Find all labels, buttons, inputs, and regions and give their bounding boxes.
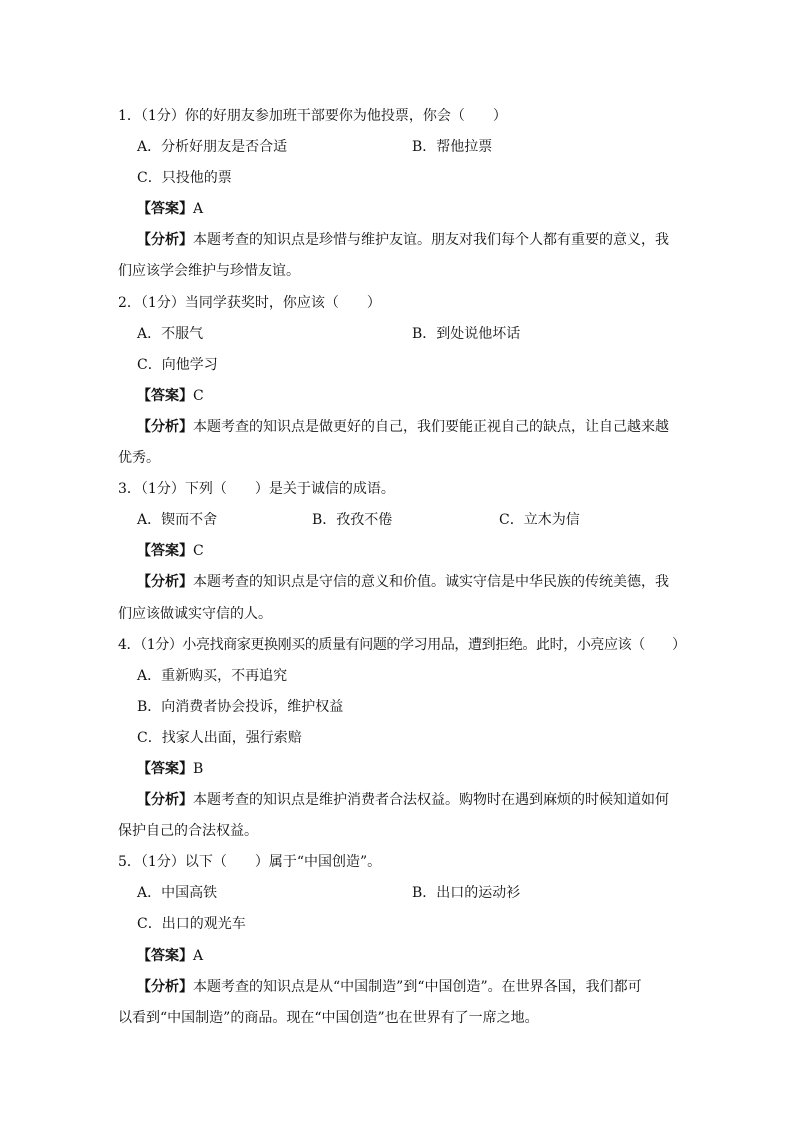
- option-c: C．向他学习: [137, 356, 218, 373]
- analysis-continuation: 优秀。: [118, 450, 160, 467]
- analysis-continuation: 保护自己的合法权益。: [118, 823, 258, 840]
- option-b: B．到处说他坏话: [412, 325, 521, 342]
- question-text: （1分）小亮找商家更换刚买的质量有问题的学习用品，遭到拒绝。此时，小亮应该（ ）: [140, 636, 686, 653]
- answer-value: A: [193, 201, 204, 218]
- analysis-text: 本题考查的知识点是做更好的自己，我们要能正视自己的缺点，让自己越来越: [193, 418, 669, 435]
- option-row: [118, 661, 678, 692]
- option-row: [118, 723, 678, 754]
- question-stem: [118, 474, 678, 505]
- answer-tag: 【答案】: [137, 947, 193, 964]
- question-3: [118, 474, 678, 629]
- analysis-continuation: 们应该学会维护与珍惜友谊。: [118, 263, 300, 280]
- analysis-line: [118, 567, 678, 598]
- option-c: C．出口的观光车: [137, 916, 246, 933]
- answer-value: C: [193, 543, 204, 560]
- question-stem: [118, 288, 678, 319]
- answer-tag: 【答案】: [137, 201, 193, 218]
- analysis-line: [118, 225, 678, 256]
- option-a: A．不服气: [137, 325, 204, 342]
- answer-tag: 【答案】: [137, 387, 193, 404]
- analysis-text: 本题考查的知识点是维护消费者合法权益。购物时在遇到麻烦的时候知道如何: [193, 792, 669, 809]
- question-4: [118, 630, 686, 848]
- analysis-text: 本题考查的知识点是守信的意义和价值。诚实守信是中华民族的传统美德，我: [193, 574, 669, 591]
- option-row: [118, 878, 678, 909]
- analysis-tag: 【分析】: [137, 418, 193, 435]
- question-number: 5．: [118, 854, 141, 871]
- analysis-tag: 【分析】: [137, 792, 193, 809]
- answer-value: A: [193, 947, 204, 964]
- question-1: [118, 101, 678, 288]
- option-c: C．立木为信: [499, 512, 580, 529]
- analysis-tag: 【分析】: [137, 232, 193, 249]
- option-b: B．出口的运动衫: [412, 885, 521, 902]
- answer-line: [118, 941, 678, 972]
- question-number: 4．: [118, 636, 141, 653]
- analysis-continuation: 们应该做诚实守信的人。: [118, 605, 272, 622]
- option-b: B．向消费者协会投诉，维护权益: [137, 698, 344, 715]
- question-text: （1分）你的好朋友参加班干部要你为他投票，你会（ ）: [140, 108, 507, 124]
- analysis-line: [118, 785, 678, 816]
- question-number: 3．: [118, 481, 141, 498]
- option-row: [118, 692, 678, 723]
- option-b: B．孜孜不倦: [312, 512, 393, 529]
- option-a: A．分析好朋友是否合适: [137, 139, 288, 156]
- option-c: C．只投他的票: [137, 170, 232, 187]
- option-row: [118, 132, 678, 163]
- question-5: [118, 847, 678, 1034]
- option-b: B．帮他拉票: [412, 139, 493, 156]
- option-row: [118, 505, 678, 536]
- option-row: [118, 163, 678, 194]
- question-number: 1．: [118, 108, 141, 124]
- question-text: （1分）下列（ ）是关于诚信的成语。: [140, 481, 395, 498]
- question-stem: [118, 101, 678, 132]
- analysis-line: [118, 412, 678, 443]
- option-row: [118, 319, 678, 350]
- answer-tag: 【答案】: [137, 760, 193, 777]
- answer-line: [118, 754, 678, 785]
- option-c: C．找家人出面，强行索赔: [137, 729, 302, 746]
- question-2: [118, 288, 678, 475]
- analysis-text: 本题考查的知识点是从“中国制造”到“中国创造”。在世界各国，我们都可: [193, 978, 642, 995]
- answer-line: [118, 536, 678, 567]
- question-stem: [118, 630, 686, 661]
- option-row: [118, 909, 678, 940]
- option-row: [118, 350, 678, 381]
- analysis-line: [118, 972, 678, 1003]
- option-a: A．锲而不舍: [137, 512, 218, 529]
- analysis-tag: 【分析】: [137, 978, 193, 995]
- option-a: A．重新购买，不再追究: [137, 667, 288, 684]
- question-text: （1分）以下（ ）属于“中国创造”。: [140, 854, 382, 871]
- answer-tag: 【答案】: [137, 543, 193, 560]
- option-a: A．中国高铁: [137, 885, 218, 902]
- question-number: 2．: [118, 294, 141, 311]
- answer-line: [118, 194, 678, 225]
- analysis-tag: 【分析】: [137, 574, 193, 591]
- question-list: [118, 101, 686, 1034]
- question-text: （1分）当同学获奖时，你应该（ ）: [140, 294, 381, 311]
- answer-value: C: [193, 387, 204, 404]
- answer-line: [118, 381, 678, 412]
- analysis-text: 本题考查的知识点是珍惜与维护友谊。朋友对我们每个人都有重要的意义，我: [193, 232, 669, 249]
- question-stem: [118, 847, 678, 878]
- answer-value: B: [193, 760, 204, 777]
- analysis-continuation: 以看到“中国制造”的商品。现在“中国创造”也在世界有了一席之地。: [118, 1009, 539, 1026]
